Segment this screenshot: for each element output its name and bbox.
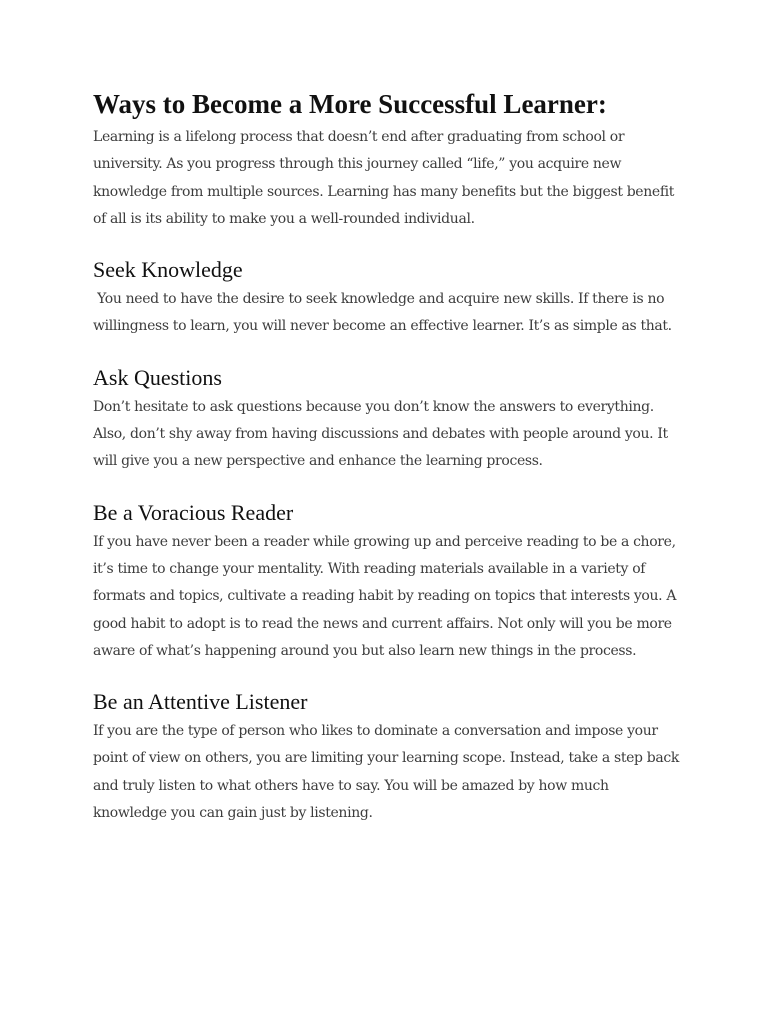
section-seek-knowledge: [93, 256, 683, 341]
section-ask-questions: [93, 364, 683, 476]
intro-paragraph: Learning is a lifelong process that doesn’t end after graduating from school or university. As you progress through this journey called “life,” you acquire new knowledge from multiple sources. Learning has many benefits but the biggest benefit of all is its ability to make you a well-rounded individual.: [93, 129, 679, 227]
section-heading: Ask Questions: [93, 364, 222, 390]
section-body: If you have never been a reader while growing up and perceive reading to be a chore, it’s time to change your mentality. With reading materials available in a variety of formats and topics, cultivate a reading habit by reading on topics that interests you. A good habit to adopt is to read the news and current affairs. Not only will you be more aware of what’s happening around you but also learn new things in the process.: [93, 533, 681, 659]
section-body: Don’t hesitate to ask questions because you don’t know the answers to everything. Also, don’t shy away from having discussions and debates with people around you. It will give you a new perspective and enhance the learning process.: [93, 398, 672, 470]
section-heading: Seek Knowledge: [93, 257, 243, 283]
section-heading: Be an Attentive Listener: [93, 689, 308, 715]
section-voracious-reader: [93, 499, 683, 665]
section-body: If you are the type of person who likes to dominate a conversation and impose your point of view on others, you are limiting your learning scope. Instead, take a step back and truly listen to what others have to say. You will be amazed by how much knowledge you can gain just by listening.: [93, 723, 684, 822]
section-heading: Be a Voracious Reader: [93, 499, 294, 525]
section-attentive-listener: [93, 688, 683, 827]
document-page: [93, 86, 683, 850]
section-body: You need to have the desire to seek knowledge and acquire new skills. If there is no willingness to learn, you will never become an effective learner. It’s as simple as that.: [93, 291, 672, 335]
document-title: Ways to Become a More Successful Learner:: [93, 89, 607, 119]
